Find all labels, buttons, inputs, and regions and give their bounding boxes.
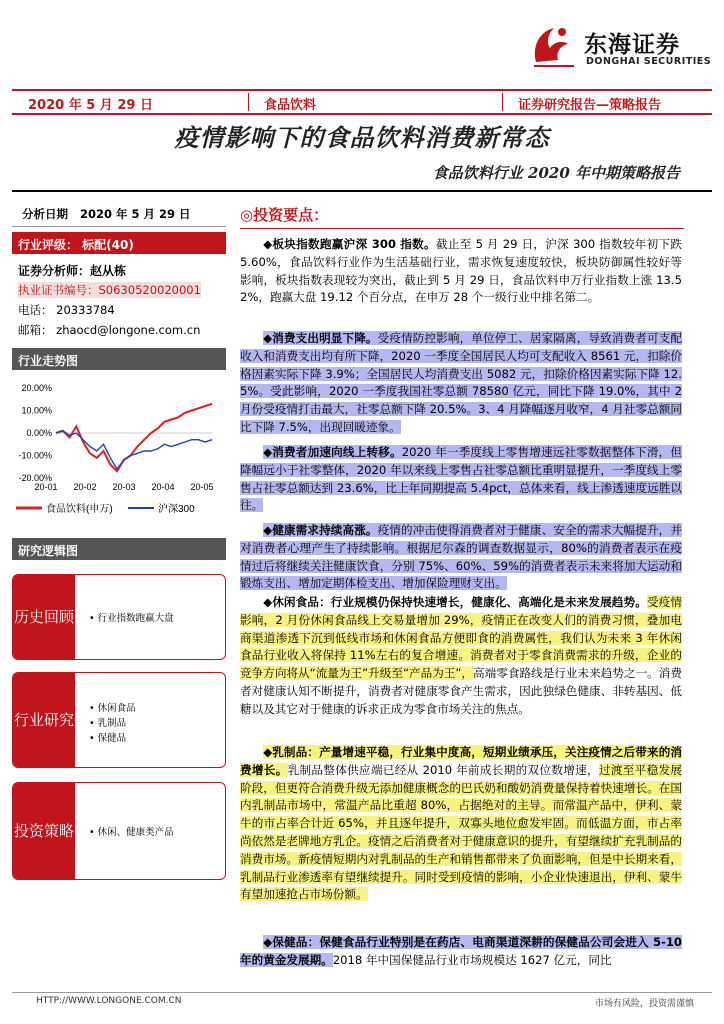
paragraph-consumption: ◆消费支出明显下降。受疫情防控影响，单位停工、居家隔离，导致消费者可支配收入和消费支出均有所下降，2020 一季度全国居民人均可支配收入 8561 元，扣除价格因素实际下降 3.9%；全国居民人均消费支出 5082 元，扣除价格因素实际下降 12.5%。受此影响，2020 一季度我国社零总额 78580 亿元，同比下降 19.0%，其中 2 月份受疫情打击最大，社零总额下降 20.5%。3、4 月降幅逐月收窄，4 月社零总额同比下降 7.5%，出现回暖迹象。 xyxy=(240,331,682,434)
footer-divider xyxy=(12,992,712,993)
y-tick-label: -10.00% xyxy=(18,450,52,461)
logic-box-label: 投资策略 xyxy=(13,783,75,879)
footer-website-link[interactable]: HTTP://WWW.LONGONE.COM.CN xyxy=(36,996,182,1006)
report-title: 疫情影响下的食品饮料消费新常态 xyxy=(174,123,550,152)
logic-box-list xyxy=(89,611,174,626)
logic-box-label: 历史回顾 xyxy=(13,575,75,659)
analyst-phone: 电话： 20333784 xyxy=(18,303,115,317)
key-points-underline xyxy=(240,228,684,229)
logic-box-strategy xyxy=(12,782,226,880)
legend-label: 沪深300 xyxy=(158,504,195,515)
paragraph-health: ◆健康需求持续高涨。疫情的冲击使得消费者对于健康、安全的需求大幅提升，并对消费者心理产生了持续影响。根据尼尔森的调查数据显示，80%的消费者表示在疫情过后将继续关注健康饮食，分别 75%、60%、59%的消费者表示未来将加大运动和锻炼支出、增加定期体检支出、增加保险理财支出。 xyxy=(240,523,682,591)
y-tick-label: 0.00% xyxy=(26,428,52,438)
logic-chart-title: 研究逻辑图 xyxy=(12,538,226,560)
paragraph-snacks: ◆休闲食品：行业规模仍保持快速增长，健康化、高端化是未来发展趋势。受疫情影响，2 月份休闲食品线上交易量增加 29%，疫情正在改变人们的消费习惯，叠加电商渠道渗透下沉到低线市场和休闲食品方便即食的消费属性，我们认为未来 3 年休闲食品行业收入将保持 11%左右的复合增速。消费者对于零食消费需求的升级，企业的竞争方向将从“流量为王”升级至“产品为王”，高端零食路线是行业未来趋势之一。消费者对健康认知不断提升，消费者对健康零食产生需求，因此独绿色健康、非转基因、低糖以及其它对于健康的诉求正成为零食市场关注的焦点。 xyxy=(240,595,682,716)
report-type: 证券研究报告—策略报告 xyxy=(518,98,662,113)
header-divider xyxy=(502,93,503,111)
title-divider xyxy=(12,190,712,192)
header-divider xyxy=(248,93,249,111)
y-tick-label: -20.00% xyxy=(18,473,52,483)
logic-box-list xyxy=(89,825,174,840)
license-number: 执业证书编号：S0630520020001 xyxy=(18,283,201,297)
series-line-food-beverage xyxy=(56,404,212,472)
logic-item: • 乳制品 xyxy=(89,718,127,729)
y-tick-label: 20.00% xyxy=(21,383,52,393)
key-points-title: ◎投资要点： xyxy=(240,206,329,224)
paragraph-online: ◆消费者加速向线上转移。2020 年一季度线上零售增速远社零数据整体下滑，但降幅远小于社零整体，2020 年以来线上零售占社零总额比重明显提升，一季度线上零售占社零总额达到 23.6%，比上年同期提高 5.4pct，总体来看，线上渗透速度远胜以往。 xyxy=(240,445,682,513)
trend-chart xyxy=(12,376,226,526)
analysis-date-value: 2020 年 5 月 29 日 xyxy=(80,207,191,221)
x-tick-label: 20-01 xyxy=(34,482,58,492)
report-subtitle: 食品饮料行业 2020 年中期策略报告 xyxy=(432,164,680,182)
sidebar-divider xyxy=(12,226,226,227)
logic-box-history xyxy=(12,574,226,660)
logic-item: • 休闲、健康类产品 xyxy=(89,827,174,838)
logo-emblem-icon xyxy=(528,22,580,70)
trend-chart-title: 行业走势图 xyxy=(12,348,226,370)
analyst-name: 证券分析师：赵从栋 xyxy=(18,264,127,278)
logic-box-list xyxy=(89,701,136,746)
y-tick-label: 10.00% xyxy=(21,405,52,416)
logic-item: • 行业指数跑赢大盘 xyxy=(89,613,174,624)
industry-rating: 行业评级： 标配(40) xyxy=(12,232,226,254)
x-tick-label: 20-02 xyxy=(73,482,97,492)
report-date: 2020 年 5 月 29 日 xyxy=(28,98,153,113)
logic-item: • 保健品 xyxy=(89,733,127,744)
x-tick-label: 20-04 xyxy=(151,482,175,492)
x-tick-label: 20-03 xyxy=(112,482,136,492)
x-tick-label: 20-05 xyxy=(190,482,214,492)
paragraph-dairy: ◆乳制品：产量增速平稳，行业集中度高，短期业绩承压，关注疫情之后带来的消费增长。乳制品整体供应端已经从 2010 年前成长期的双位数增速，过渡至平稳发展阶段，但更符合消费升级无添加健康概念的巴氏奶和酸奶消费量保持着快速增长。在国内乳制品市场中，常温产品比重超 80%，占据绝对的主导。而常温产品中，伊利、蒙牛的市占率合计近 65%，并且逐年提升，双寡头地位愈发牢固。而低温方面，市占率尚依然是老牌地方乳企。疫情之后消费者对于健康意识的提升，有望继续扩充乳制品的消费市场。新疫情短期内对乳制品的生产和销售都带来了负面影响，但是中长期来看，乳制品行业渗透率有望继续提升。同时受到疫情的影响，小企业快速退出，伊利、蒙牛有望加速抢占市场份额。 xyxy=(240,745,682,902)
footer-disclaimer: 市场有风险，投资需谨慎 xyxy=(594,999,694,1009)
analysis-date-row xyxy=(22,206,191,222)
logic-box-research xyxy=(12,672,226,768)
logo-text-en: DONGHAI SECURITIES xyxy=(586,56,712,67)
analyst-email[interactable]: 邮箱： zhaocd@longone.com.cn xyxy=(18,323,201,337)
logo-text-cn: 东海证券 xyxy=(584,31,680,58)
paragraph-health-products: ◆保健品：保健食品行业特别是在药店、电商渠道深耕的保健品公司会进入 5-10 年的黄金发展期。2018 年中国保健品行业市场规模达 1627 亿元，同比 xyxy=(240,935,682,967)
company-logo xyxy=(528,22,718,72)
report-sector: 食品饮料 xyxy=(264,98,317,113)
analysis-date-label: 分析日期 xyxy=(22,207,68,221)
logic-box-label: 行业研究 xyxy=(13,673,75,767)
report-header-bar xyxy=(12,89,712,115)
paragraph-index: ◆板块指数跑赢沪深 300 指数。截止至 5 月 29 日，沪深 300 指数较年初下跌 5.60%，食品饮料行业作为生活基础行业，需求恢复速度较快，板块防御属性较好等影响，板块指数表现较为突出，截止到 5 月 29 日，食品饮料申万行业指数上涨 13.52%，跑赢大盘 19.12 个百分点，在申万 28 个一级行业中排名第二。 xyxy=(240,237,682,305)
legend-label: 食品饮料(申万) xyxy=(46,504,113,515)
logic-item: • 休闲食品 xyxy=(89,703,136,714)
